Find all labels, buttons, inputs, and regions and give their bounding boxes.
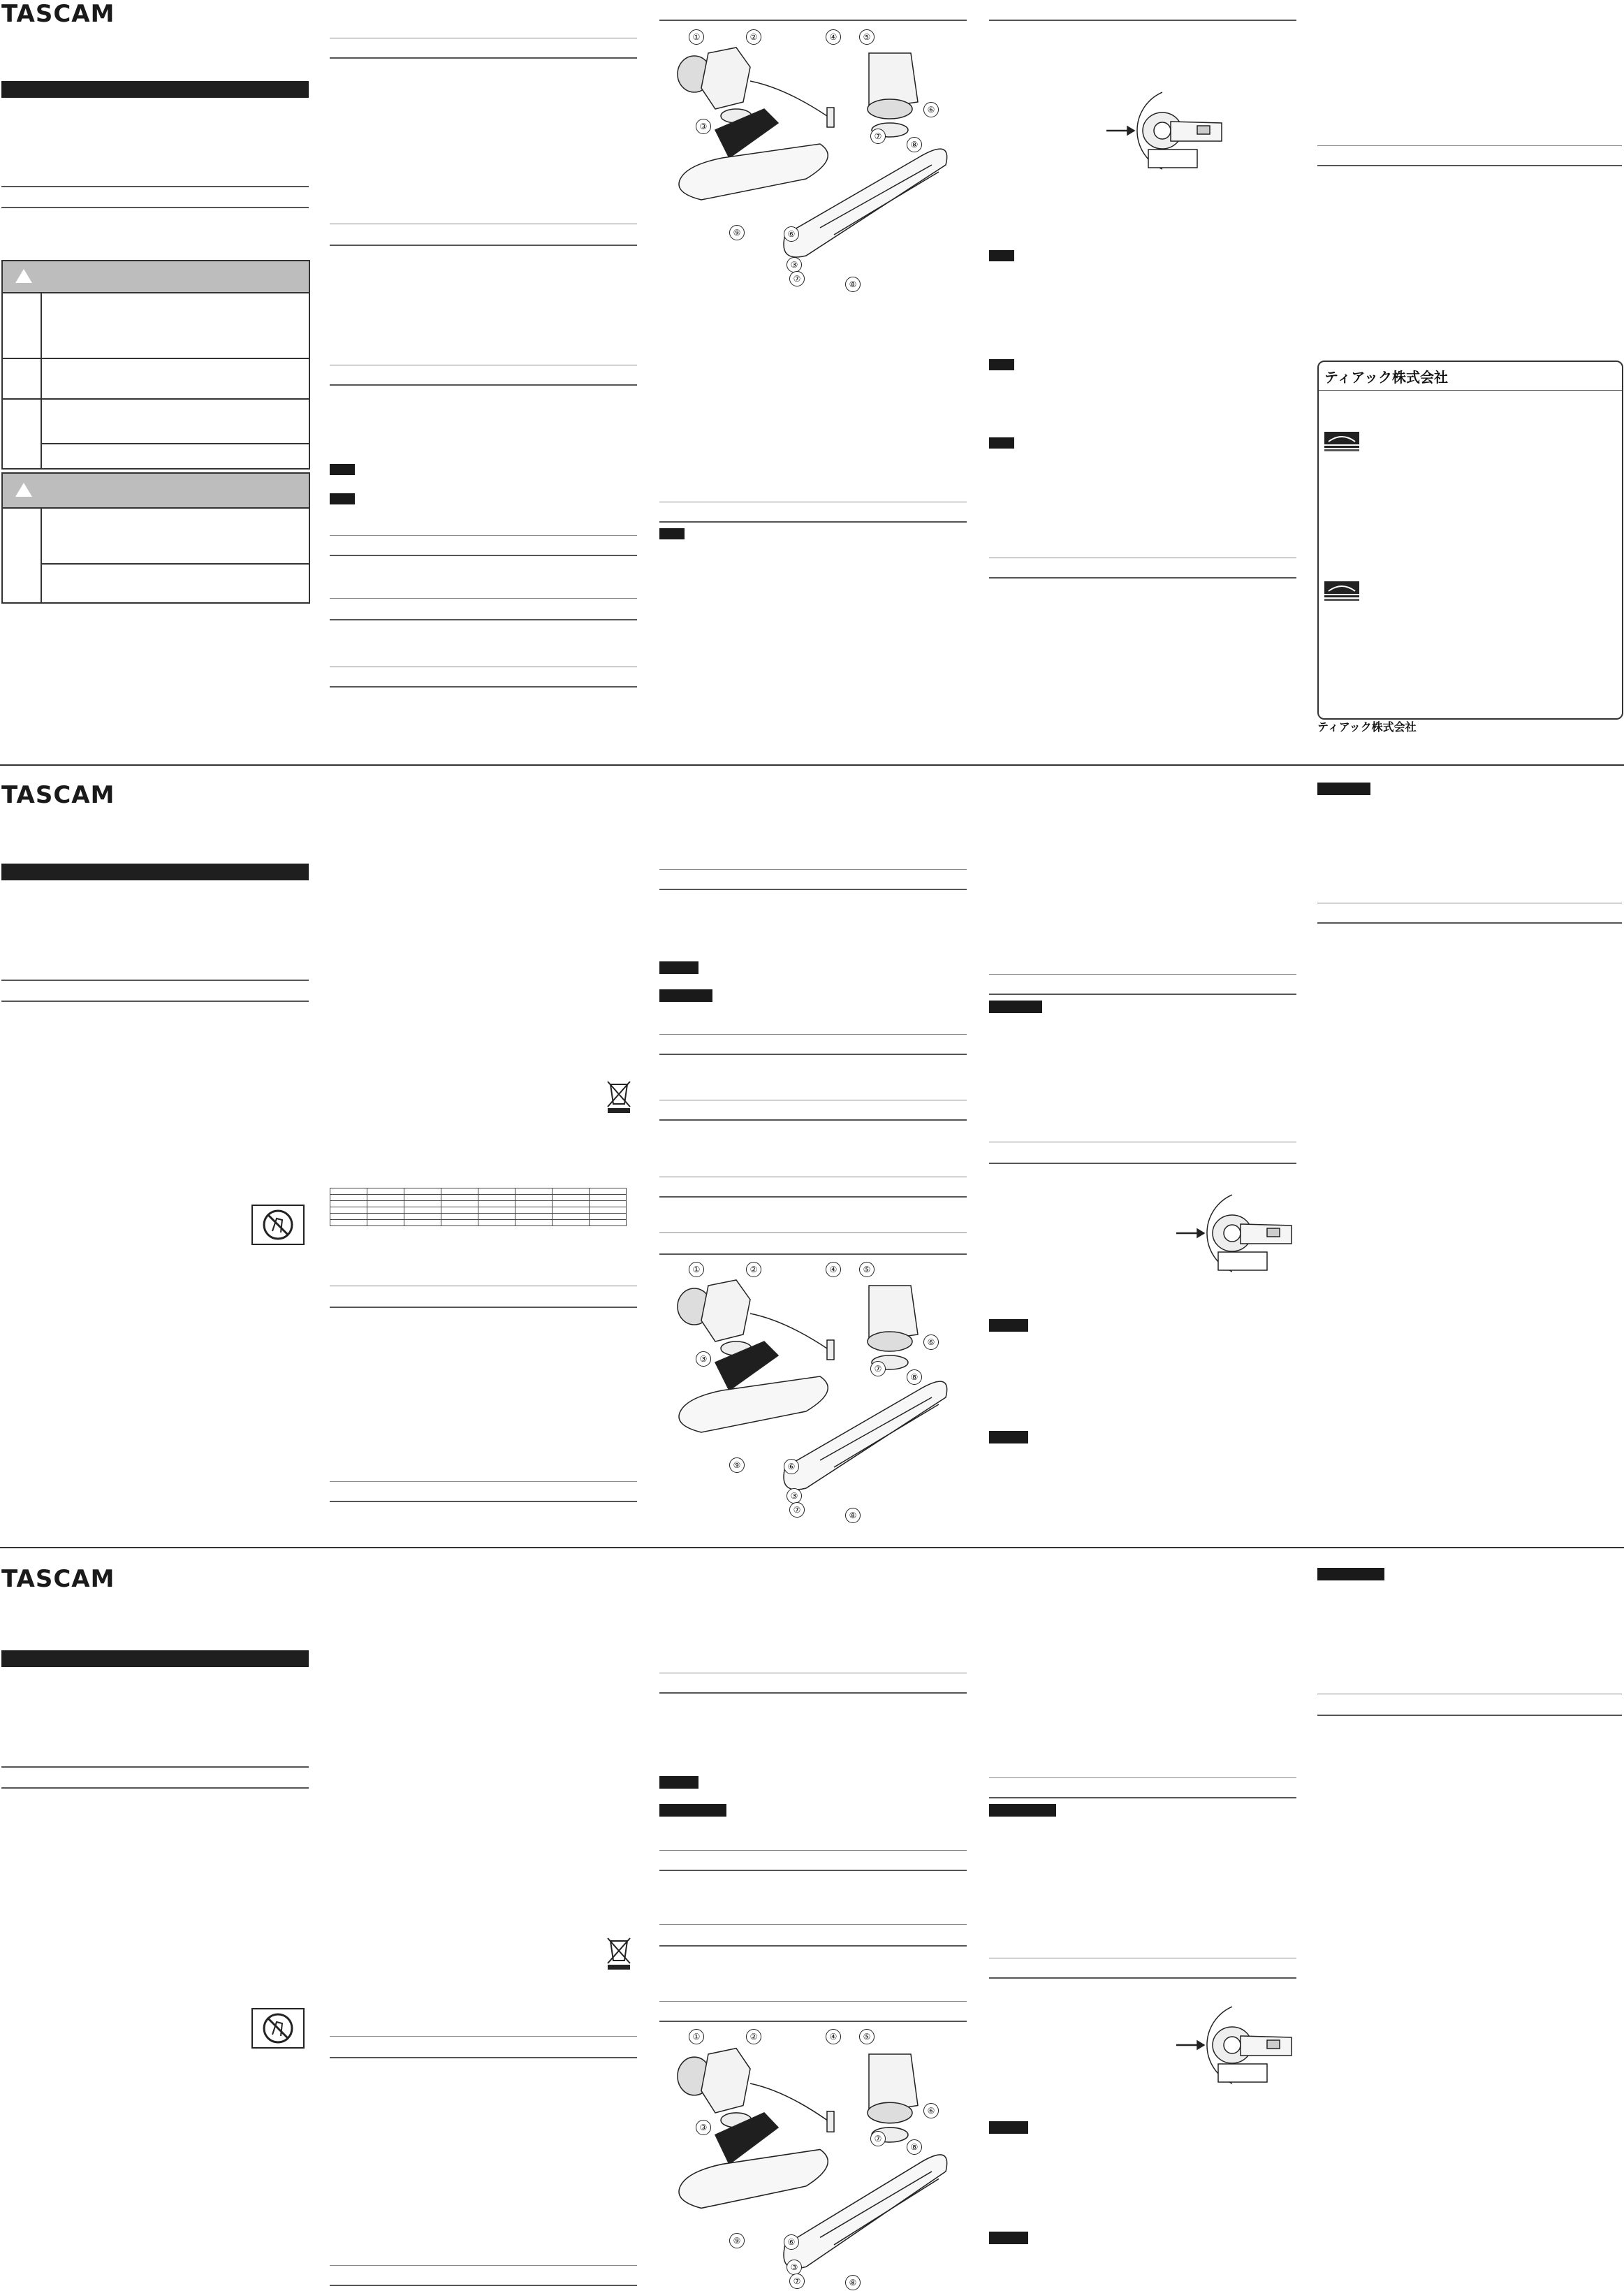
divider bbox=[330, 245, 637, 246]
callout-5: ⑤ bbox=[859, 1262, 875, 1277]
rotation-diagram bbox=[1106, 78, 1229, 183]
divider bbox=[330, 384, 637, 386]
callout-1: ① bbox=[689, 2029, 704, 2044]
warning-table bbox=[1, 292, 310, 470]
divider bbox=[659, 1054, 967, 1055]
callout-4: ④ bbox=[826, 29, 841, 45]
divider bbox=[659, 1253, 967, 1255]
callout-8: ⑧ bbox=[907, 137, 922, 152]
contact-box bbox=[1317, 361, 1623, 720]
note-tag bbox=[989, 359, 1014, 370]
title-bar bbox=[1, 81, 309, 98]
divider bbox=[989, 1797, 1296, 1798]
brand-logo: TASCAM bbox=[1, 781, 115, 809]
callout-5: ⑤ bbox=[859, 2029, 875, 2044]
callout-6: ⑥ bbox=[923, 1334, 939, 1350]
note-tag bbox=[989, 250, 1014, 261]
weee-bin-icon bbox=[605, 1077, 633, 1114]
rotation-diagram bbox=[1176, 1993, 1299, 2097]
callout-6: ⑥ bbox=[923, 2103, 939, 2118]
note-tag bbox=[330, 493, 355, 504]
divider bbox=[659, 521, 967, 523]
divider bbox=[1317, 145, 1622, 146]
callout-7: ⑦ bbox=[870, 129, 886, 144]
note-tag bbox=[989, 437, 1014, 449]
company-title: ティアック株式会社 bbox=[1324, 369, 1448, 386]
divider bbox=[1317, 922, 1622, 924]
callout-1: ① bbox=[689, 29, 704, 45]
no-stand-warning-icon bbox=[251, 1205, 305, 1245]
title-bar bbox=[1, 864, 309, 880]
divider bbox=[330, 1307, 637, 1308]
warning-header bbox=[1, 260, 310, 293]
divider bbox=[330, 535, 637, 536]
callout-7: ⑦ bbox=[870, 1361, 886, 1376]
note-tag bbox=[1317, 783, 1370, 795]
callout-2: ② bbox=[746, 1262, 761, 1277]
caution-triangle-icon bbox=[15, 483, 32, 497]
divider bbox=[989, 994, 1296, 995]
caution-header bbox=[1, 472, 310, 509]
divider bbox=[989, 1977, 1296, 1979]
callout-3: ③ bbox=[696, 119, 711, 134]
callout-8: ⑧ bbox=[845, 1508, 861, 1523]
divider bbox=[330, 2036, 637, 2037]
note-tag bbox=[989, 1804, 1056, 1817]
product-diagram bbox=[659, 25, 967, 277]
divider bbox=[659, 1119, 967, 1121]
divider bbox=[330, 1481, 637, 1482]
divider bbox=[1317, 165, 1622, 166]
callout-6: ⑥ bbox=[784, 2234, 799, 2250]
divider bbox=[330, 686, 637, 688]
callout-4: ④ bbox=[826, 2029, 841, 2044]
section-separator bbox=[0, 1547, 1624, 1548]
divider bbox=[659, 889, 967, 890]
callout-8: ⑧ bbox=[845, 277, 861, 292]
callout-2: ② bbox=[746, 2029, 761, 2044]
navi-logo-icon bbox=[1324, 432, 1359, 453]
rotation-diagram bbox=[1176, 1181, 1299, 1286]
divider bbox=[1, 1787, 309, 1789]
note-tag bbox=[989, 1431, 1028, 1443]
note-tag bbox=[659, 528, 685, 539]
callout-5: ⑤ bbox=[859, 29, 875, 45]
divider bbox=[989, 20, 1296, 21]
divider bbox=[330, 598, 637, 599]
divider bbox=[989, 974, 1296, 975]
callout-9: ⑨ bbox=[729, 225, 745, 240]
note-tag bbox=[1317, 1568, 1384, 1580]
callout-3: ③ bbox=[696, 1351, 711, 1367]
divider bbox=[659, 1232, 967, 1233]
callout-2: ② bbox=[746, 29, 761, 45]
brand-logo: TASCAM bbox=[1, 1565, 115, 1593]
divider bbox=[330, 2265, 637, 2266]
divider bbox=[330, 57, 637, 59]
divider bbox=[1, 1766, 309, 1768]
caution-table bbox=[1, 507, 310, 604]
divider bbox=[1317, 1715, 1622, 1716]
company-footer: ティアック株式会社 bbox=[1317, 720, 1417, 734]
callout-6: ⑥ bbox=[923, 102, 939, 117]
callout-7: ⑦ bbox=[789, 271, 805, 286]
divider bbox=[659, 2001, 967, 2002]
title-bar bbox=[1, 1650, 309, 1667]
section-separator bbox=[0, 764, 1624, 766]
callout-3: ③ bbox=[787, 2260, 802, 2275]
divider bbox=[330, 2285, 637, 2286]
warning-triangle-icon bbox=[15, 269, 32, 283]
callout-1: ① bbox=[689, 1262, 704, 1277]
divider bbox=[1, 207, 309, 208]
callout-3: ③ bbox=[696, 2120, 711, 2135]
callout-7: ⑦ bbox=[789, 2274, 805, 2289]
note-tag bbox=[330, 464, 355, 475]
divider bbox=[659, 1924, 967, 1925]
divider bbox=[330, 2057, 637, 2058]
divider bbox=[659, 2021, 967, 2022]
divider bbox=[659, 1034, 967, 1035]
callout-8: ⑧ bbox=[845, 2275, 861, 2290]
weee-bin-icon bbox=[605, 1934, 633, 1970]
note-tag bbox=[659, 1776, 698, 1789]
divider bbox=[659, 869, 967, 870]
divider bbox=[1, 1001, 309, 1002]
callout-3: ③ bbox=[787, 1488, 802, 1504]
note-tag bbox=[989, 1001, 1042, 1013]
callout-7: ⑦ bbox=[789, 1502, 805, 1518]
note-tag bbox=[659, 961, 698, 974]
divider bbox=[659, 1850, 967, 1851]
divider bbox=[330, 619, 637, 620]
brand-logo: TASCAM bbox=[1, 0, 115, 28]
callout-4: ④ bbox=[826, 1262, 841, 1277]
callout-6: ⑥ bbox=[784, 1459, 799, 1474]
divider bbox=[659, 1945, 967, 1947]
callout-8: ⑧ bbox=[907, 1369, 922, 1385]
divider bbox=[1, 186, 309, 187]
navi-logo-icon bbox=[1324, 581, 1359, 602]
spec-table bbox=[330, 1188, 627, 1226]
note-tag bbox=[659, 989, 712, 1002]
no-stand-warning-icon bbox=[251, 2008, 305, 2049]
divider bbox=[659, 1692, 967, 1694]
callout-3: ③ bbox=[787, 257, 802, 272]
callout-6: ⑥ bbox=[784, 226, 799, 242]
divider bbox=[989, 1163, 1296, 1164]
callout-7: ⑦ bbox=[870, 2131, 886, 2146]
divider bbox=[659, 1870, 967, 1871]
divider bbox=[659, 1196, 967, 1198]
divider bbox=[659, 20, 967, 21]
product-diagram bbox=[659, 2025, 967, 2290]
divider bbox=[989, 1777, 1296, 1778]
divider bbox=[989, 577, 1296, 579]
note-tag bbox=[989, 2121, 1028, 2134]
divider bbox=[330, 555, 637, 556]
callout-9: ⑨ bbox=[729, 1457, 745, 1473]
product-diagram bbox=[659, 1258, 967, 1511]
callout-8: ⑧ bbox=[907, 2139, 922, 2155]
divider bbox=[1, 980, 309, 981]
divider bbox=[330, 1501, 637, 1502]
note-tag bbox=[659, 1804, 726, 1817]
callout-9: ⑨ bbox=[729, 2233, 745, 2248]
note-tag bbox=[989, 1319, 1028, 1332]
note-tag bbox=[989, 2232, 1028, 2244]
